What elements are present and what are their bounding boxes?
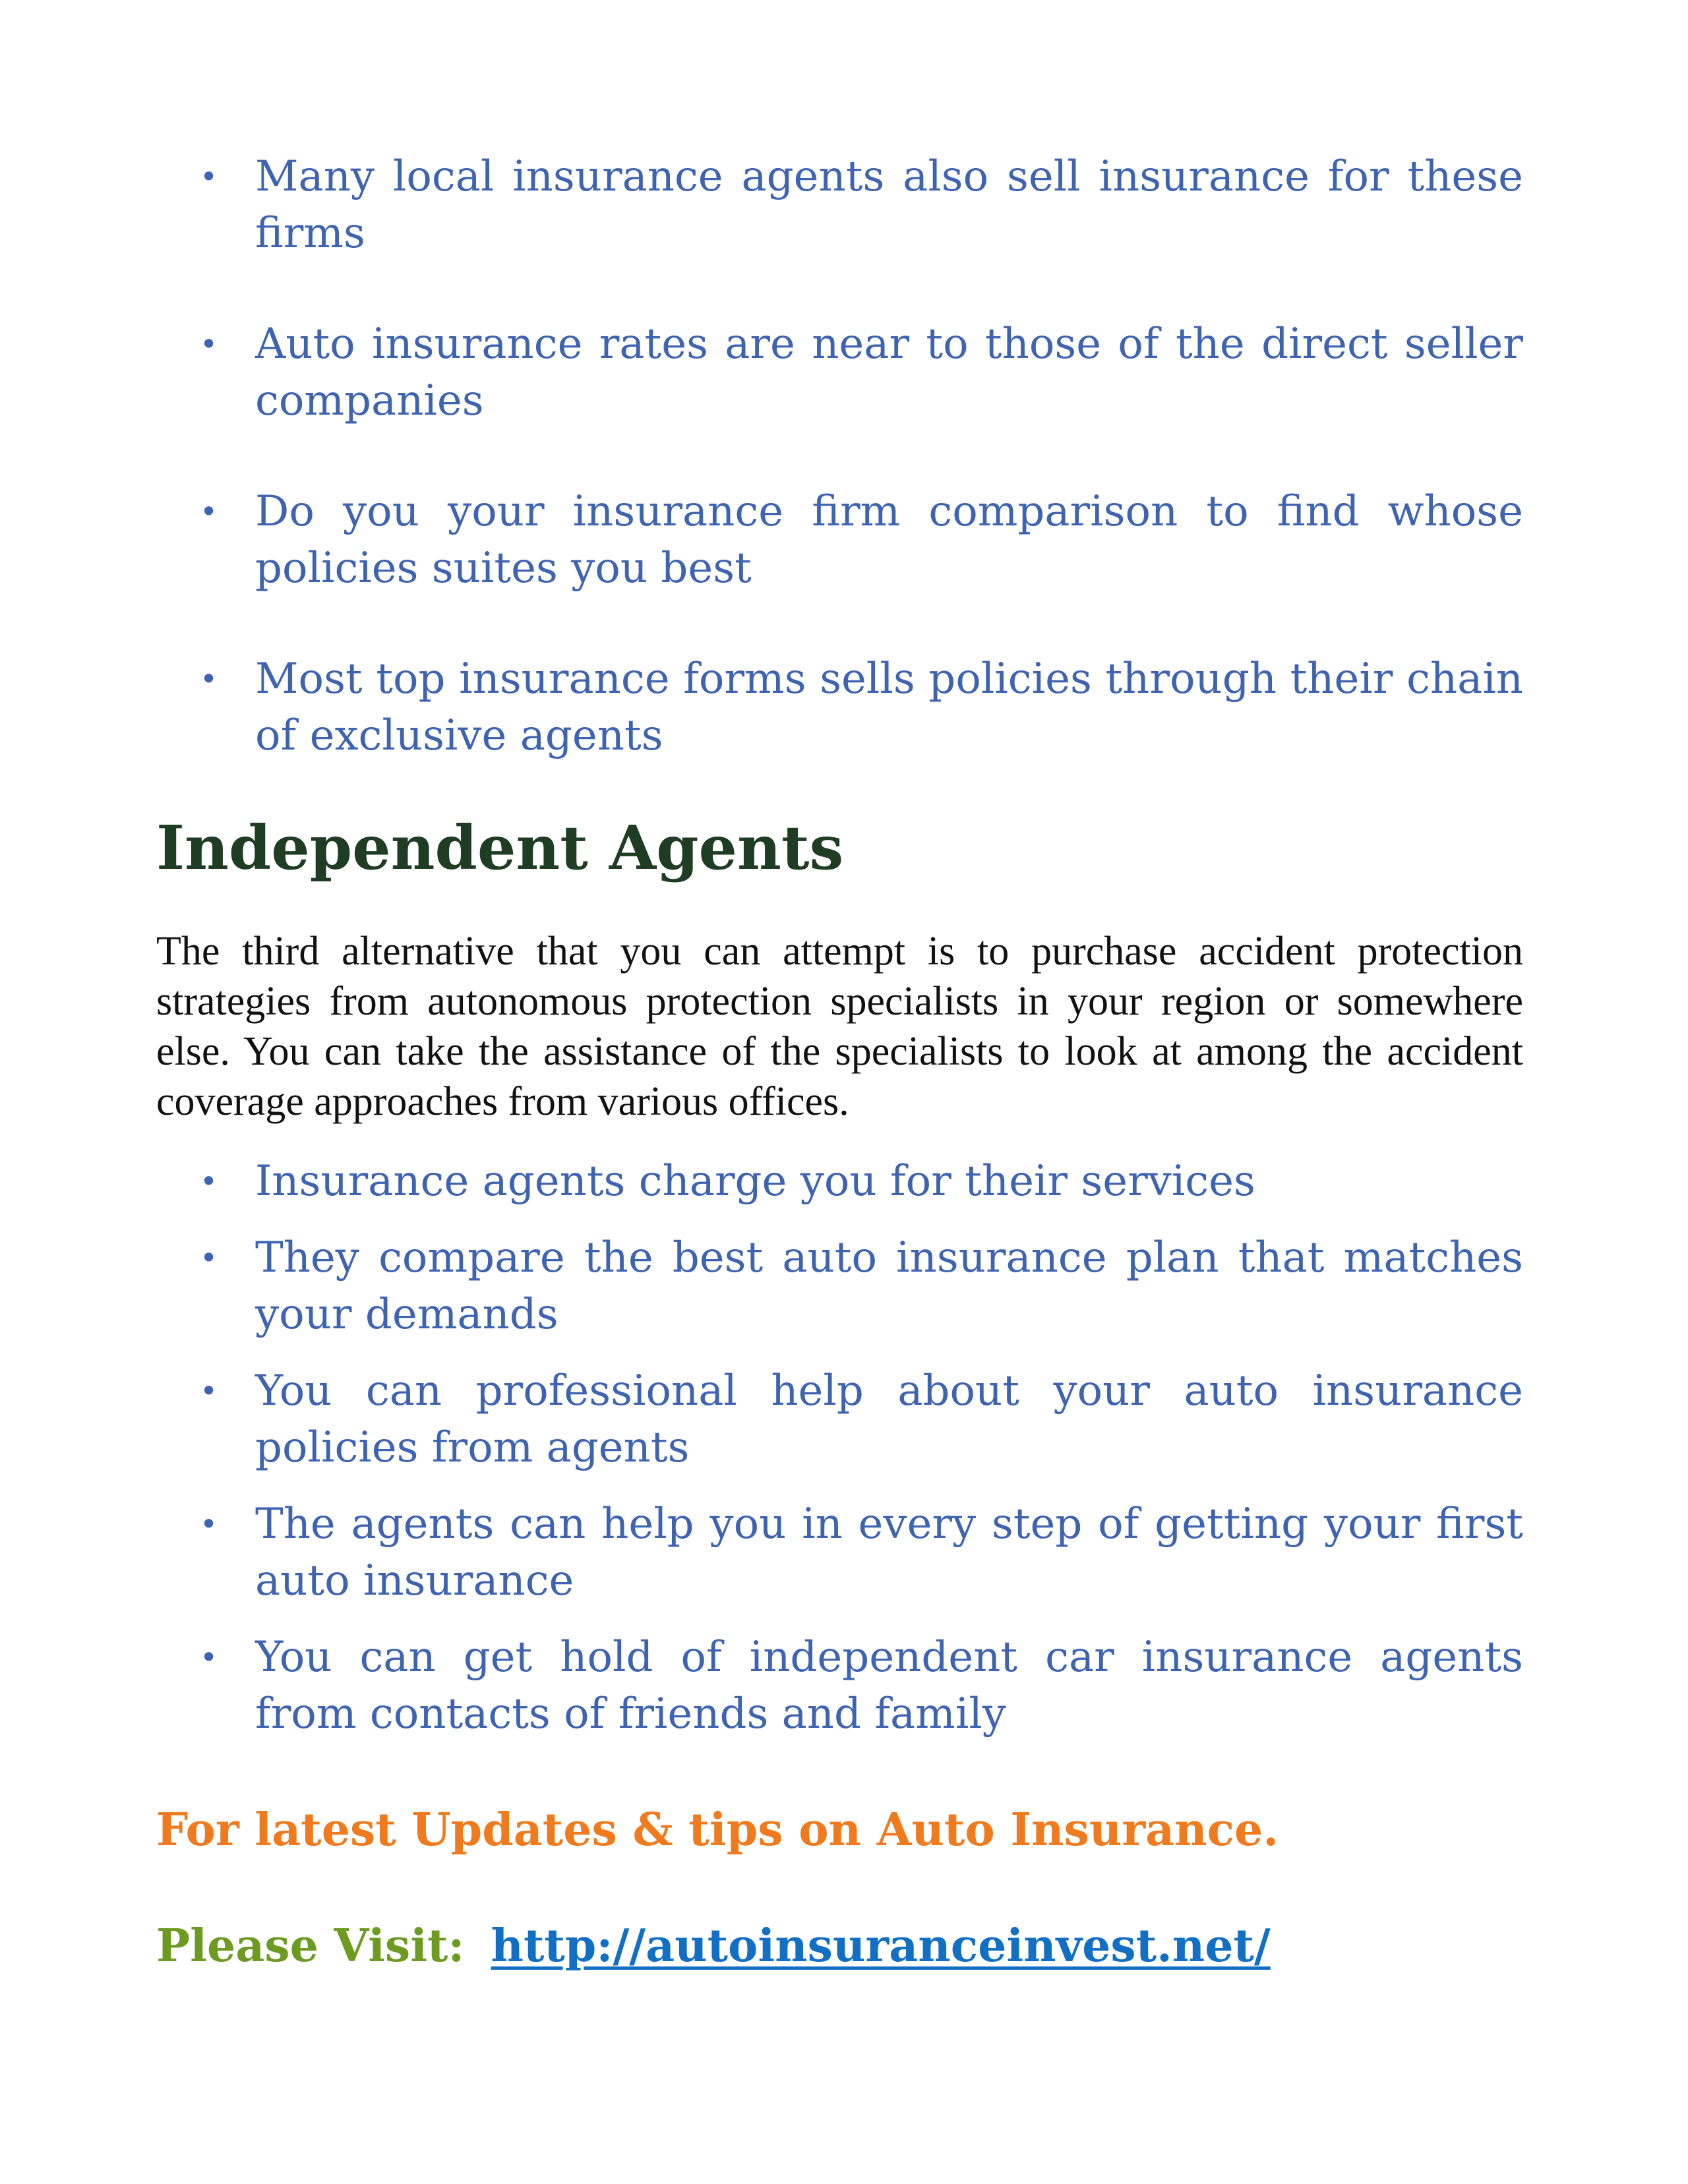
- bullet-icon: •: [200, 1506, 218, 1542]
- bullet-icon: •: [200, 326, 218, 362]
- list-item-text: You can get hold of independent car insurance agents from contacts of friends and family: [255, 1633, 1523, 1738]
- list-item-text: They compare the best auto insurance plan that matches your demands: [255, 1233, 1523, 1339]
- list-item: [156, 1629, 1523, 1742]
- list-item: [156, 1363, 1523, 1476]
- bullet-icon: •: [200, 494, 218, 529]
- list-item-text: You can professional help about your auto insurance policies from agents: [255, 1367, 1523, 1472]
- section-paragraph: The third alternative that you can attempt is to purchase accident protection strategies from autonomous protection specialists in your region or somewhere else. You can take the assistance of the specialists to look at among the accident coverage approaches from various offices.: [156, 929, 1523, 1124]
- bullet-icon: •: [200, 1639, 218, 1675]
- list-item-text: Insurance agents charge you for their services: [255, 1157, 1255, 1206]
- bullet-icon: •: [200, 661, 218, 697]
- visit-label: Please Visit:: [156, 1920, 465, 1972]
- updates-tagline: For latest Updates & tips on Auto Insurance.: [156, 1804, 1279, 1856]
- website-link[interactable]: http://autoinsuranceinvest.net/: [491, 1920, 1271, 1972]
- list-item: [156, 651, 1523, 764]
- list-item: [156, 1496, 1523, 1609]
- list-item: [156, 316, 1523, 429]
- list-item-text: The agents can help you in every step of getting your first auto insurance: [255, 1500, 1523, 1605]
- list-item: [156, 148, 1523, 262]
- list-item-text: Do you your insurance firm comparison to find whose policies suites you best: [255, 487, 1523, 593]
- list-item: [156, 1153, 1523, 1210]
- independent-agents-bullet-list: [156, 1153, 1523, 1742]
- page-content: [156, 148, 1523, 1976]
- list-item: [156, 483, 1523, 597]
- list-item: [156, 1229, 1523, 1343]
- list-item-text: Many local insurance agents also sell insurance for these firms: [255, 152, 1523, 258]
- bullet-icon: •: [200, 1240, 218, 1276]
- bullet-icon: •: [200, 1164, 218, 1199]
- list-item-text: Auto insurance rates are near to those of the direct seller companies: [255, 320, 1523, 425]
- list-item-text: Most top insurance forms sells policies through their chain of exclusive agents: [255, 655, 1523, 760]
- bullet-icon: •: [200, 159, 218, 194]
- bullet-icon: •: [200, 1373, 218, 1409]
- visit-line: [156, 1916, 1523, 1976]
- direct-agents-bullet-list: [156, 148, 1523, 764]
- section-heading: Independent Agents: [156, 812, 844, 883]
